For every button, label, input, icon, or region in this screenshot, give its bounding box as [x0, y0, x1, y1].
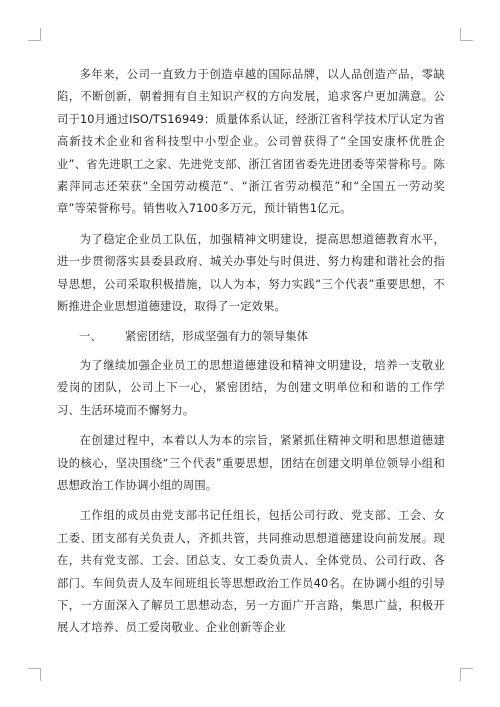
section-title: 紧密团结，形成坚强有力的领导集体: [125, 330, 309, 344]
document-body: [57, 64, 445, 648]
section-paragraph: 在创建过程中，本着以人为本的宗旨，紧紧抓住精神文明和思想道德建设的核心，坚决围绕“三个代表”重要思想，团结在创建文明单位领导小组和思想政治工作协调小组的周围。: [57, 434, 445, 492]
section-heading: [57, 326, 445, 348]
crop-mark-bottom-left: [28, 668, 41, 681]
intro-paragraph: 多年来，公司一直致力于创造卓越的国际品牌，以人品创造产品，零缺陷，不断创新，朝着拥有自主知识产权的方向发展，追求客户更加满意。公司于10月通过ISO/TS16949：质量体系认证，经浙江省科学技术厅认定为省高新技术企业和省科技型中小型企业。公司曾获得了“全国安康杯优胜企业”、省先进职工之家、先进党支部、浙江省团省委先进团委等荣誉称号。陈素萍同志还荣获“全国劳动模范”、“浙江省劳动模范”和“全国五一劳动奖章”等荣誉称号。销售收入7100多万元，预计销售1亿元。: [57, 68, 445, 216]
crop-mark-top-right: [460, 28, 473, 41]
section-number: 一、: [79, 330, 102, 344]
measures-paragraph: 为了稳定企业员工队伍，加强精神文明建设，提高思想道德教育水平，进一步贯彻落实县委县政府、城关办事处与时俱进、努力构建和谐社会的指导思想，公司采取积极措施，以人为本，努力实践“三个代表”重要思想，不断推进企业思想道德建设，取得了一定效果。: [57, 232, 445, 314]
crop-mark-top-left: [28, 28, 41, 41]
crop-mark-bottom-right: [460, 668, 473, 681]
section-paragraph: 工作组的成员由党支部书记任组长，包括公司行政、党支部、工会、女工委、团支部有关负责人，齐抓共管，共同推动思想道德建设向前发展。现在，共有党支部、工会、团总支、女工委负责人、全体党员、公司行政、各部门、车间负责人及车间班组长等思想政治工作员40名。在协调小组的引导下，一方面深入了解员工思想动态，另一方面广开言路，集思广益，积极开展人才培养、员工爱岗敬业、企业创新等企业: [57, 509, 445, 635]
section-paragraph: 为了继续加强企业员工的思想道德建设和精神文明建设，培养一支敬业爱岗的团队，公司上下一心，紧密团结，为创建文明单位和和谐的工作学习、生活环境而不懈努力。: [57, 358, 445, 417]
